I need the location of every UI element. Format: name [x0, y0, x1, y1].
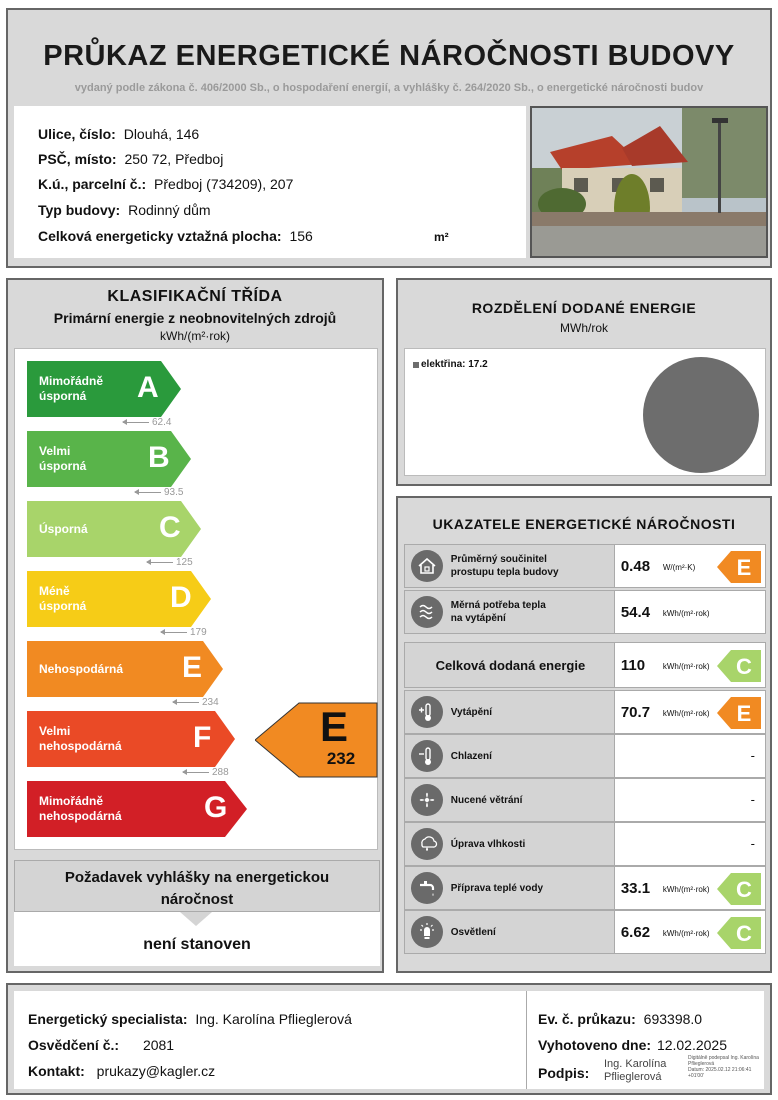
electricity-swatch — [413, 362, 419, 368]
issued-label: Vyhotoveno dne: — [538, 1037, 652, 1053]
indicator-row-transmission — [404, 544, 766, 588]
footer-divider — [526, 991, 527, 1089]
indicator-value: 33.1 — [620, 880, 651, 897]
class-badge-e — [717, 697, 761, 729]
fan-icon — [411, 784, 443, 816]
indicator-row-lighting — [404, 910, 766, 954]
house-icon — [411, 550, 443, 582]
current-class-value: 232 — [326, 749, 356, 768]
building-type-label: Typ budovy: — [38, 202, 121, 218]
class-badge-c — [717, 873, 761, 905]
requirement-value: není stanoven — [143, 936, 251, 953]
energy-distribution-panel — [396, 278, 772, 486]
svg-text:E: E — [736, 701, 752, 726]
area-label: Celková energeticky vztažná plocha: — [38, 228, 282, 244]
thermometer-minus-icon — [411, 740, 443, 772]
street-label: Ulice, číslo: — [38, 126, 116, 142]
svg-text:C: C — [736, 921, 752, 946]
band-g-letter: G — [204, 791, 228, 824]
building-photo — [530, 106, 768, 258]
band-f-label: Velmi nehospodárná — [39, 724, 122, 753]
certificate-row — [28, 1037, 174, 1053]
ev-label: Ev. č. průkazu: — [538, 1011, 636, 1027]
classification-unit: kWh/(m²·rok) — [160, 329, 230, 343]
indicator-value: 54.4 — [620, 604, 651, 621]
distribution-legend-text: elektřina: 17.2 — [421, 359, 488, 370]
indicator-label: Vytápění — [450, 706, 493, 718]
requirement-body — [14, 912, 380, 966]
psc-label: PSČ, místo: — [38, 151, 117, 167]
indicator-unit: kWh/(m²·rok) — [662, 662, 710, 671]
certificate-value: 2081 — [142, 1037, 175, 1053]
threshold-b: 93.5 — [135, 487, 183, 498]
threshold-d: 179 — [161, 627, 207, 638]
band-b-label: Velmi úsporná — [39, 444, 87, 473]
indicators-panel — [396, 496, 772, 973]
band-g-label: Mimořádně nehospodárná — [39, 794, 122, 823]
footer-content — [14, 991, 764, 1089]
humidity-icon — [411, 828, 443, 860]
indicator-row-cooling — [404, 734, 766, 778]
thermometer-plus-icon — [411, 696, 443, 728]
indicator-value: - — [750, 748, 755, 763]
psc-row — [38, 151, 223, 167]
footer-panel — [6, 983, 772, 1095]
requirement-header — [14, 860, 380, 912]
signature-row — [538, 1065, 589, 1081]
indicator-label: Měrná potřeba tepla na vytápění — [450, 600, 546, 624]
svg-text:E: E — [736, 555, 752, 580]
area-row — [38, 228, 449, 244]
ku-label: K.ú., parcelní č.: — [38, 176, 147, 192]
header-panel — [6, 8, 772, 268]
street-row — [38, 126, 199, 142]
band-e-label: Nehospodárná — [39, 661, 124, 676]
indicator-value: 0.48 — [620, 558, 651, 575]
contact-value: prukazy@kagler.cz — [96, 1063, 216, 1079]
certificate-label: Osvědčení č.: — [28, 1037, 120, 1053]
band-c-label: Úsporná — [39, 521, 88, 536]
requirement-title: Požadavek vyhlášky na energetickou náročnost — [64, 869, 330, 908]
specialist-row — [28, 1011, 352, 1027]
signature-label: Podpis: — [538, 1065, 590, 1081]
indicator-label: Nucené větrání — [450, 794, 523, 806]
distribution-legend — [413, 359, 488, 370]
ku-value: Předboj (734209), 207 — [154, 176, 294, 192]
indicator-unit: kWh/(m²·rok) — [662, 885, 710, 894]
indicator-label: Celková dodaná energie — [435, 657, 586, 673]
classification-subtitle: Primární energie z neobnovitelných zdrojů — [53, 310, 337, 326]
house-photo-image — [532, 108, 766, 256]
indicator-value: 70.7 — [620, 704, 651, 721]
indicators-title: UKAZATELE ENERGETICKÉ NÁROČNOSTI — [432, 516, 736, 532]
indicator-label: Průměrný součinitel prostupu tepla budovy — [450, 554, 559, 578]
indicator-label: Chlazení — [450, 750, 492, 762]
indicator-row-heating — [404, 690, 766, 734]
specialist-value: Ing. Karolína Pflieglerová — [195, 1011, 352, 1027]
energy-scale — [14, 348, 378, 850]
svg-text:C: C — [736, 654, 752, 679]
page-title: PRŮKAZ ENERGETICKÉ NÁROČNOSTI BUDOVY — [43, 40, 735, 72]
issued-row — [538, 1037, 727, 1053]
contact-label: Kontakt: — [28, 1063, 85, 1079]
svg-text:C: C — [736, 877, 752, 902]
street-value: Dlouhá, 146 — [123, 126, 200, 142]
band-f-letter: F — [193, 721, 212, 754]
band-e-letter: E — [182, 651, 203, 684]
class-badge-c — [717, 917, 761, 949]
distribution-chart — [404, 348, 766, 476]
threshold-e: 234 — [173, 697, 219, 708]
band-d-letter: D — [170, 581, 192, 614]
lightbulb-icon — [411, 916, 443, 948]
class-badge-e — [717, 551, 761, 583]
threshold-a: 62.4 — [123, 417, 171, 428]
indicator-unit: kWh/(m²·rok) — [662, 609, 710, 618]
indicator-value: 6.62 — [620, 924, 651, 941]
indicator-label: Úprava vlhkosti — [450, 838, 526, 850]
band-b-letter: B — [148, 441, 170, 474]
distribution-title: ROZDĚLENÍ DODANÉ ENERGIE — [471, 300, 697, 316]
band-a-letter: A — [137, 371, 159, 404]
pie-slice-electricity — [643, 357, 759, 473]
heat-waves-icon — [411, 596, 443, 628]
page-subtitle: vydaný podle zákona č. 406/2000 Sb., o hospodaření energií, a vyhlášky č. 264/2020 Sb., o energetické náročnosti budov — [74, 82, 704, 94]
indicator-row-hot-water — [404, 866, 766, 910]
class-badge-c — [717, 650, 761, 682]
indicator-unit: kWh/(m²·rok) — [662, 709, 710, 718]
area-value: 156 — [289, 228, 313, 244]
band-d-label: Méně úsporná — [39, 584, 87, 613]
distribution-pie — [641, 355, 761, 475]
indicator-row-heat-demand — [404, 590, 766, 634]
threshold-c: 125 — [147, 557, 193, 568]
specialist-label: Energetický specialista: — [28, 1011, 188, 1027]
indicator-row-total-energy — [404, 642, 766, 688]
area-unit: m² — [434, 230, 449, 244]
current-class-letter: E — [320, 703, 349, 750]
ev-value: 693398.0 — [643, 1011, 703, 1027]
band-c-letter: C — [159, 511, 181, 544]
indicator-value: - — [750, 836, 755, 851]
psc-value: 250 72, Předboj — [124, 151, 224, 167]
address-info-box — [14, 106, 526, 258]
indicator-unit: kWh/(m²·rok) — [662, 929, 710, 938]
indicator-row-humidity — [404, 822, 766, 866]
band-a-label: Mimořádně úsporná — [39, 374, 104, 403]
building-type-value: Rodinný dům — [128, 202, 211, 218]
indicator-unit: W/(m²·K) — [662, 563, 696, 572]
contact-row — [28, 1063, 215, 1079]
threshold-f: 288 — [183, 767, 229, 778]
indicator-row-ventilation — [404, 778, 766, 822]
signature-name: Ing. Karolína Pflieglerová — [604, 1058, 667, 1083]
building-type-row — [38, 202, 211, 218]
ku-row — [38, 176, 293, 192]
classification-title: KLASIFIKAČNÍ TŘÍDA — [107, 288, 283, 305]
indicator-label: Příprava teplé vody — [450, 882, 544, 894]
ev-row — [538, 1011, 702, 1027]
issued-value: 12.02.2025 — [656, 1037, 728, 1053]
indicator-value: 110 — [620, 657, 646, 674]
distribution-unit: MWh/rok — [560, 321, 608, 335]
requirement-pointer — [180, 912, 212, 926]
digital-signature-stamp: Digitálně podepsal Ing. Karolína Pflieglerová Datum: 2025.02.12 21:06:41 +01'00' — [688, 1055, 759, 1079]
classification-panel — [6, 278, 384, 973]
indicator-value: - — [750, 792, 755, 807]
faucet-icon — [411, 872, 443, 904]
indicator-label: Osvětlení — [450, 926, 496, 938]
